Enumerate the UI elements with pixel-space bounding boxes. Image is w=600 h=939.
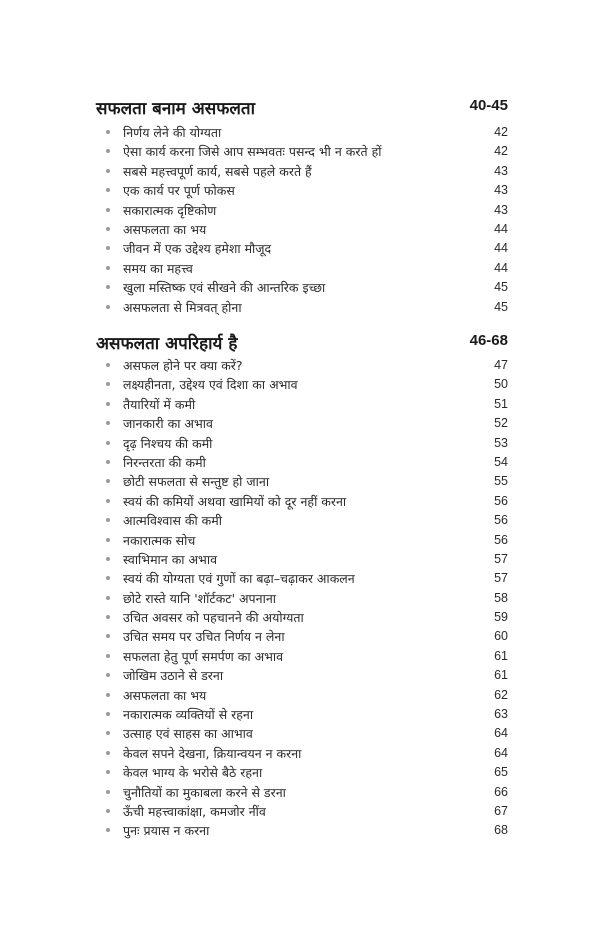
toc-entry bbox=[96, 162, 508, 181]
bullet-dot-icon bbox=[106, 809, 110, 813]
toc-entry-title: जानकारी का अभाव bbox=[123, 416, 213, 432]
toc-entry bbox=[96, 705, 508, 724]
toc-entry-title: उचित समय पर उचित निर्णय न लेना bbox=[123, 629, 285, 645]
toc-entry bbox=[96, 550, 508, 569]
bullet-dot-icon bbox=[106, 246, 110, 250]
toc-entry-title: ऐसा कार्य करना जिसे आप सम्भवतः पसन्द भी न करते हों bbox=[123, 144, 382, 160]
toc-entry bbox=[96, 201, 508, 220]
toc-entry bbox=[96, 802, 508, 821]
bullet-dot-icon bbox=[106, 596, 110, 600]
bullet-dot-icon bbox=[106, 149, 110, 153]
toc-entry-title: निरन्तरता की कमी bbox=[123, 454, 206, 470]
toc-entry-page-number: 66 bbox=[494, 784, 508, 799]
toc-entry-title: नकारात्मक सोच bbox=[123, 532, 196, 548]
toc-entry-page-number: 56 bbox=[494, 532, 508, 547]
toc-entry-title: असफलता से मित्रवत् होना bbox=[123, 299, 242, 315]
toc-entry bbox=[96, 356, 508, 375]
toc-entry-page-number: 68 bbox=[494, 823, 508, 838]
toc-entry-title: असफलता का भय bbox=[123, 221, 207, 237]
toc-section-asafalta-apariharya-hai bbox=[96, 331, 508, 839]
toc-entry-title: सफलता हेतु पूर्ण समर्पण का अभाव bbox=[123, 648, 284, 664]
toc-entry-page-number: 63 bbox=[494, 707, 508, 722]
bullet-dot-icon bbox=[106, 208, 110, 212]
toc-entry bbox=[96, 375, 508, 394]
bullet-dot-icon bbox=[106, 460, 110, 464]
toc-entry-page-number: 42 bbox=[494, 144, 508, 159]
bullet-dot-icon bbox=[106, 790, 110, 794]
toc-entry-page-number: 57 bbox=[494, 551, 508, 566]
toc-entry-title: लक्ष्यहीनता, उद्देश्य एवं दिशा का अभाव bbox=[123, 377, 298, 393]
bullet-dot-icon bbox=[106, 634, 110, 638]
toc-entry-page-number: 54 bbox=[494, 454, 508, 469]
bullet-dot-icon bbox=[106, 712, 110, 716]
toc-entry bbox=[96, 686, 508, 705]
section-page-range: 40-45 bbox=[469, 97, 508, 114]
toc-entry-page-number: 56 bbox=[494, 493, 508, 508]
toc-entry bbox=[96, 123, 508, 142]
toc-entry bbox=[96, 239, 508, 258]
toc-entry bbox=[96, 434, 508, 453]
toc-entry-page-number: 61 bbox=[494, 668, 508, 683]
toc-entry-page-number: 47 bbox=[494, 358, 508, 372]
toc-entry-page-number: 56 bbox=[494, 513, 508, 528]
toc-entry-page-number: 52 bbox=[494, 416, 508, 431]
toc-entry bbox=[96, 647, 508, 666]
bullet-dot-icon bbox=[106, 615, 110, 619]
section-page-range: 46-68 bbox=[469, 332, 508, 349]
bullet-dot-icon bbox=[106, 693, 110, 697]
toc-entry-title: चुनौतियों का मुकाबला करने से डरना bbox=[123, 784, 286, 800]
toc-entry-page-number: 59 bbox=[494, 610, 508, 625]
toc-entry bbox=[96, 608, 508, 627]
toc-entry-page-number: 60 bbox=[494, 629, 508, 644]
bullet-dot-icon bbox=[106, 499, 110, 503]
bullet-dot-icon bbox=[106, 169, 110, 173]
toc-entry-title: केवल सपने देखना, क्रियान्वयन न करना bbox=[123, 745, 302, 761]
toc-entry bbox=[96, 492, 508, 511]
toc-entry-page-number: 67 bbox=[494, 803, 508, 818]
toc-entry-title: छोटे रास्ते यानि 'शॉर्टकट' अपनाना bbox=[123, 590, 277, 606]
toc-entry-title: असफल होने पर क्या करें? bbox=[123, 358, 243, 373]
bullet-dot-icon bbox=[106, 266, 110, 270]
toc-entry-title: निर्णय लेने की योग्यता bbox=[123, 125, 222, 140]
toc-entry-page-number: 50 bbox=[494, 377, 508, 392]
bullet-dot-icon bbox=[106, 130, 110, 134]
toc-entry bbox=[96, 298, 508, 317]
toc-entry-page-number: 65 bbox=[494, 765, 508, 780]
bullet-dot-icon bbox=[106, 518, 110, 522]
bullet-dot-icon bbox=[106, 421, 110, 425]
toc-entry-title: उचित अवसर को पहचानने की अयोग्यता bbox=[123, 610, 304, 626]
bullet-dot-icon bbox=[106, 285, 110, 289]
toc-entry-page-number: 62 bbox=[494, 687, 508, 702]
toc-entry-page-number: 42 bbox=[494, 125, 508, 139]
section-heading bbox=[96, 331, 508, 357]
toc-entry bbox=[96, 414, 508, 433]
toc-entry-page-number: 53 bbox=[494, 435, 508, 450]
toc-entry-page-number: 64 bbox=[494, 726, 508, 741]
toc-entry bbox=[96, 511, 508, 530]
toc-entry-page-number: 55 bbox=[494, 474, 508, 489]
toc-entry bbox=[96, 453, 508, 472]
toc-entry-page-number: 43 bbox=[494, 163, 508, 178]
bullet-dot-icon bbox=[106, 731, 110, 735]
toc-entry-title: तैयारियों में कमी bbox=[123, 396, 196, 412]
toc-entry-title: उत्साह एवं साहस का आभाव bbox=[123, 726, 253, 742]
toc-entry-page-number: 45 bbox=[494, 280, 508, 295]
toc-entry bbox=[96, 666, 508, 685]
toc-entry bbox=[96, 783, 508, 802]
toc-entry bbox=[96, 259, 508, 278]
bullet-dot-icon bbox=[106, 654, 110, 658]
section-title: सफलता बनाम असफलता bbox=[96, 99, 255, 119]
toc-entry-title: असफलता का भय bbox=[123, 687, 207, 703]
bullet-dot-icon bbox=[106, 402, 110, 406]
toc-entry-page-number: 51 bbox=[494, 396, 508, 411]
toc-entry-title: स्वयं की योग्यता एवं गुणों का बढ़ा–चढ़ाकर आकलन bbox=[123, 571, 355, 587]
toc-entry bbox=[96, 278, 508, 297]
section-title: असफलता अपरिहार्य है bbox=[96, 334, 238, 354]
bullet-dot-icon bbox=[106, 557, 110, 561]
toc-entry-title: स्वयं की कमियों अथवा खामियों को दूर नहीं करना bbox=[123, 493, 347, 509]
bullet-dot-icon bbox=[106, 227, 110, 231]
toc-entry-title: छोटी सफलता से सन्तुष्ट हो जाना bbox=[123, 474, 270, 490]
toc-entry-page-number: 45 bbox=[494, 299, 508, 314]
toc-entry bbox=[96, 821, 508, 840]
toc-entry-title: जीवन में एक उद्देश्य हमेशा मौजूद bbox=[123, 241, 272, 257]
toc-entry bbox=[96, 744, 508, 763]
bullet-dot-icon bbox=[106, 673, 110, 677]
toc-entry-title: आत्मविश्वास की कमी bbox=[123, 513, 222, 529]
toc-entry-page-number: 44 bbox=[494, 260, 508, 275]
toc-entry bbox=[96, 472, 508, 491]
toc-entry-title: समय का महत्त्व bbox=[123, 260, 193, 276]
toc-entry bbox=[96, 763, 508, 782]
toc-entry bbox=[96, 724, 508, 743]
toc-entry-page-number: 44 bbox=[494, 221, 508, 236]
bullet-dot-icon bbox=[106, 382, 110, 386]
toc-entry-title: सबसे महत्त्वपूर्ण कार्य, सबसे पहले करते हैं bbox=[123, 163, 312, 179]
toc-entry-title: पुनः प्रयास न करना bbox=[123, 823, 210, 839]
toc-entry-title: केवल भाग्य के भरोसे बैठे रहना bbox=[123, 765, 263, 781]
bullet-dot-icon bbox=[106, 479, 110, 483]
toc-entry-title: ऊँची महत्त्वाकांक्षा, कमजोर नींव bbox=[123, 803, 266, 819]
toc-entry bbox=[96, 627, 508, 646]
toc-entry-title: नकारात्मक व्यक्तियों से रहना bbox=[123, 707, 254, 723]
toc-entry bbox=[96, 181, 508, 200]
toc-entry-title: एक कार्य पर पूर्ण फोकस bbox=[123, 183, 235, 199]
toc-entry-page-number: 57 bbox=[494, 571, 508, 586]
toc-entry bbox=[96, 142, 508, 161]
toc-entry-title: स्वाभिमान का अभाव bbox=[123, 551, 218, 567]
bullet-dot-icon bbox=[106, 441, 110, 445]
toc-entry-page-number: 58 bbox=[494, 590, 508, 605]
toc-entry bbox=[96, 220, 508, 239]
section-heading bbox=[96, 96, 508, 122]
bullet-dot-icon bbox=[106, 305, 110, 309]
toc-entry bbox=[96, 589, 508, 608]
toc-entry bbox=[96, 395, 508, 414]
toc-list bbox=[96, 356, 508, 841]
toc-list bbox=[96, 123, 508, 317]
bullet-dot-icon bbox=[106, 363, 110, 367]
toc-entry-title: खुला मस्तिष्क एवं सीखने की आन्तरिक इच्छा bbox=[123, 280, 326, 296]
toc-entry-page-number: 43 bbox=[494, 183, 508, 198]
toc-entry-title: सकारात्मक दृष्टिकोण bbox=[123, 202, 217, 218]
toc-entry bbox=[96, 531, 508, 550]
toc-entry-page-number: 43 bbox=[494, 202, 508, 217]
bullet-dot-icon bbox=[106, 576, 110, 580]
bullet-dot-icon bbox=[106, 770, 110, 774]
toc-entry-title: दृढ़ निश्चय की कमी bbox=[123, 435, 213, 451]
toc-entry-page-number: 61 bbox=[494, 648, 508, 663]
bullet-dot-icon bbox=[106, 538, 110, 542]
bullet-dot-icon bbox=[106, 828, 110, 832]
bullet-dot-icon bbox=[106, 751, 110, 755]
bullet-dot-icon bbox=[106, 188, 110, 192]
toc-section-safalta-banam-asafalta bbox=[96, 96, 508, 315]
toc-entry-page-number: 64 bbox=[494, 745, 508, 760]
toc-entry-title: जोखिम उठाने से डरना bbox=[123, 668, 224, 684]
toc-entry bbox=[96, 569, 508, 588]
toc-entry-page-number: 44 bbox=[494, 241, 508, 256]
